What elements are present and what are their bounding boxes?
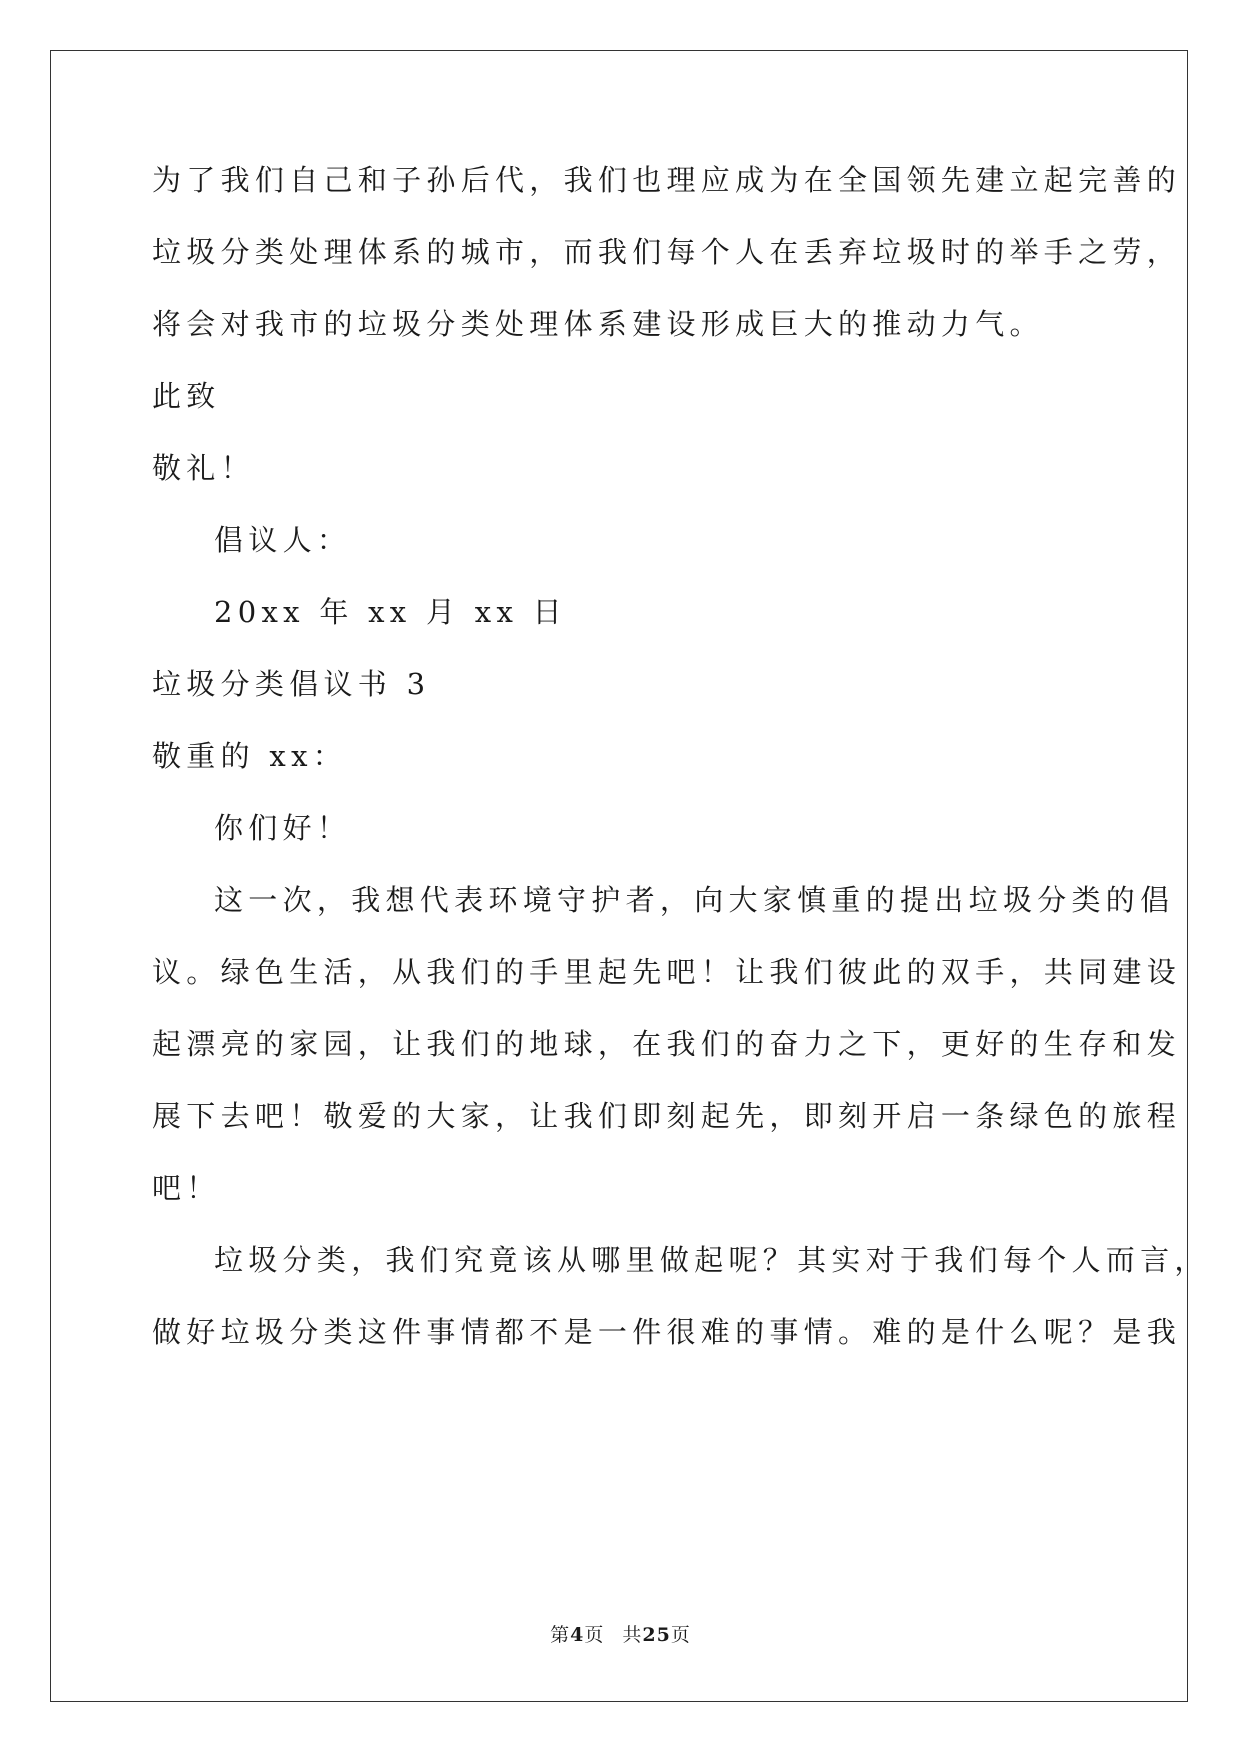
page-suffix: 页 bbox=[584, 1624, 605, 1646]
body-line: 起漂亮的家园，让我们的地球，在我们的奋力之下，更好的生存和发 bbox=[152, 1027, 1182, 1061]
greeting-recipient: 敬重的 xx： bbox=[152, 739, 348, 773]
body-line: 垃圾分类，我们究竟该从哪里做起呢？其实对于我们每个人而言， bbox=[214, 1243, 1209, 1277]
signer-label: 倡议人： bbox=[214, 523, 352, 557]
total-pages: 25 bbox=[642, 1624, 671, 1646]
section-title: 垃圾分类倡议书 3 bbox=[152, 667, 431, 701]
page-prefix: 第 bbox=[550, 1624, 571, 1646]
closing-regards: 敬礼！ bbox=[152, 451, 255, 485]
closing-salutation: 此致 bbox=[152, 379, 221, 413]
page-footer bbox=[0, 1620, 1241, 1647]
body-line: 将会对我市的垃圾分类处理体系建设形成巨大的推动力气。 bbox=[152, 307, 1044, 341]
body-line: 做好垃圾分类这件事情都不是一件很难的事情。难的是什么呢？是我 bbox=[152, 1315, 1182, 1349]
greeting: 你们好！ bbox=[214, 811, 352, 845]
total-suffix: 页 bbox=[670, 1624, 691, 1646]
body-line: 垃圾分类处理体系的城市，而我们每个人在丢弃垃圾时的举手之劳， bbox=[152, 235, 1182, 269]
page-border bbox=[50, 50, 1188, 1702]
body-line: 展下去吧！敬爱的大家，让我们即刻起先，即刻开启一条绿色的旅程 bbox=[152, 1099, 1182, 1133]
body-line: 议。绿色生活，从我们的手里起先吧！让我们彼此的双手，共同建设 bbox=[152, 955, 1182, 989]
body-line: 为了我们自己和子孙后代，我们也理应成为在全国领先建立起完善的 bbox=[152, 163, 1182, 197]
total-prefix: 共 bbox=[622, 1624, 643, 1646]
body-line: 这一次，我想代表环境守护者，向大家慎重的提出垃圾分类的倡 bbox=[214, 883, 1175, 917]
body-line: 吧！ bbox=[152, 1171, 221, 1205]
page-number: 4 bbox=[570, 1624, 585, 1646]
date-line: 20xx 年 xx 月 xx 日 bbox=[214, 595, 567, 629]
